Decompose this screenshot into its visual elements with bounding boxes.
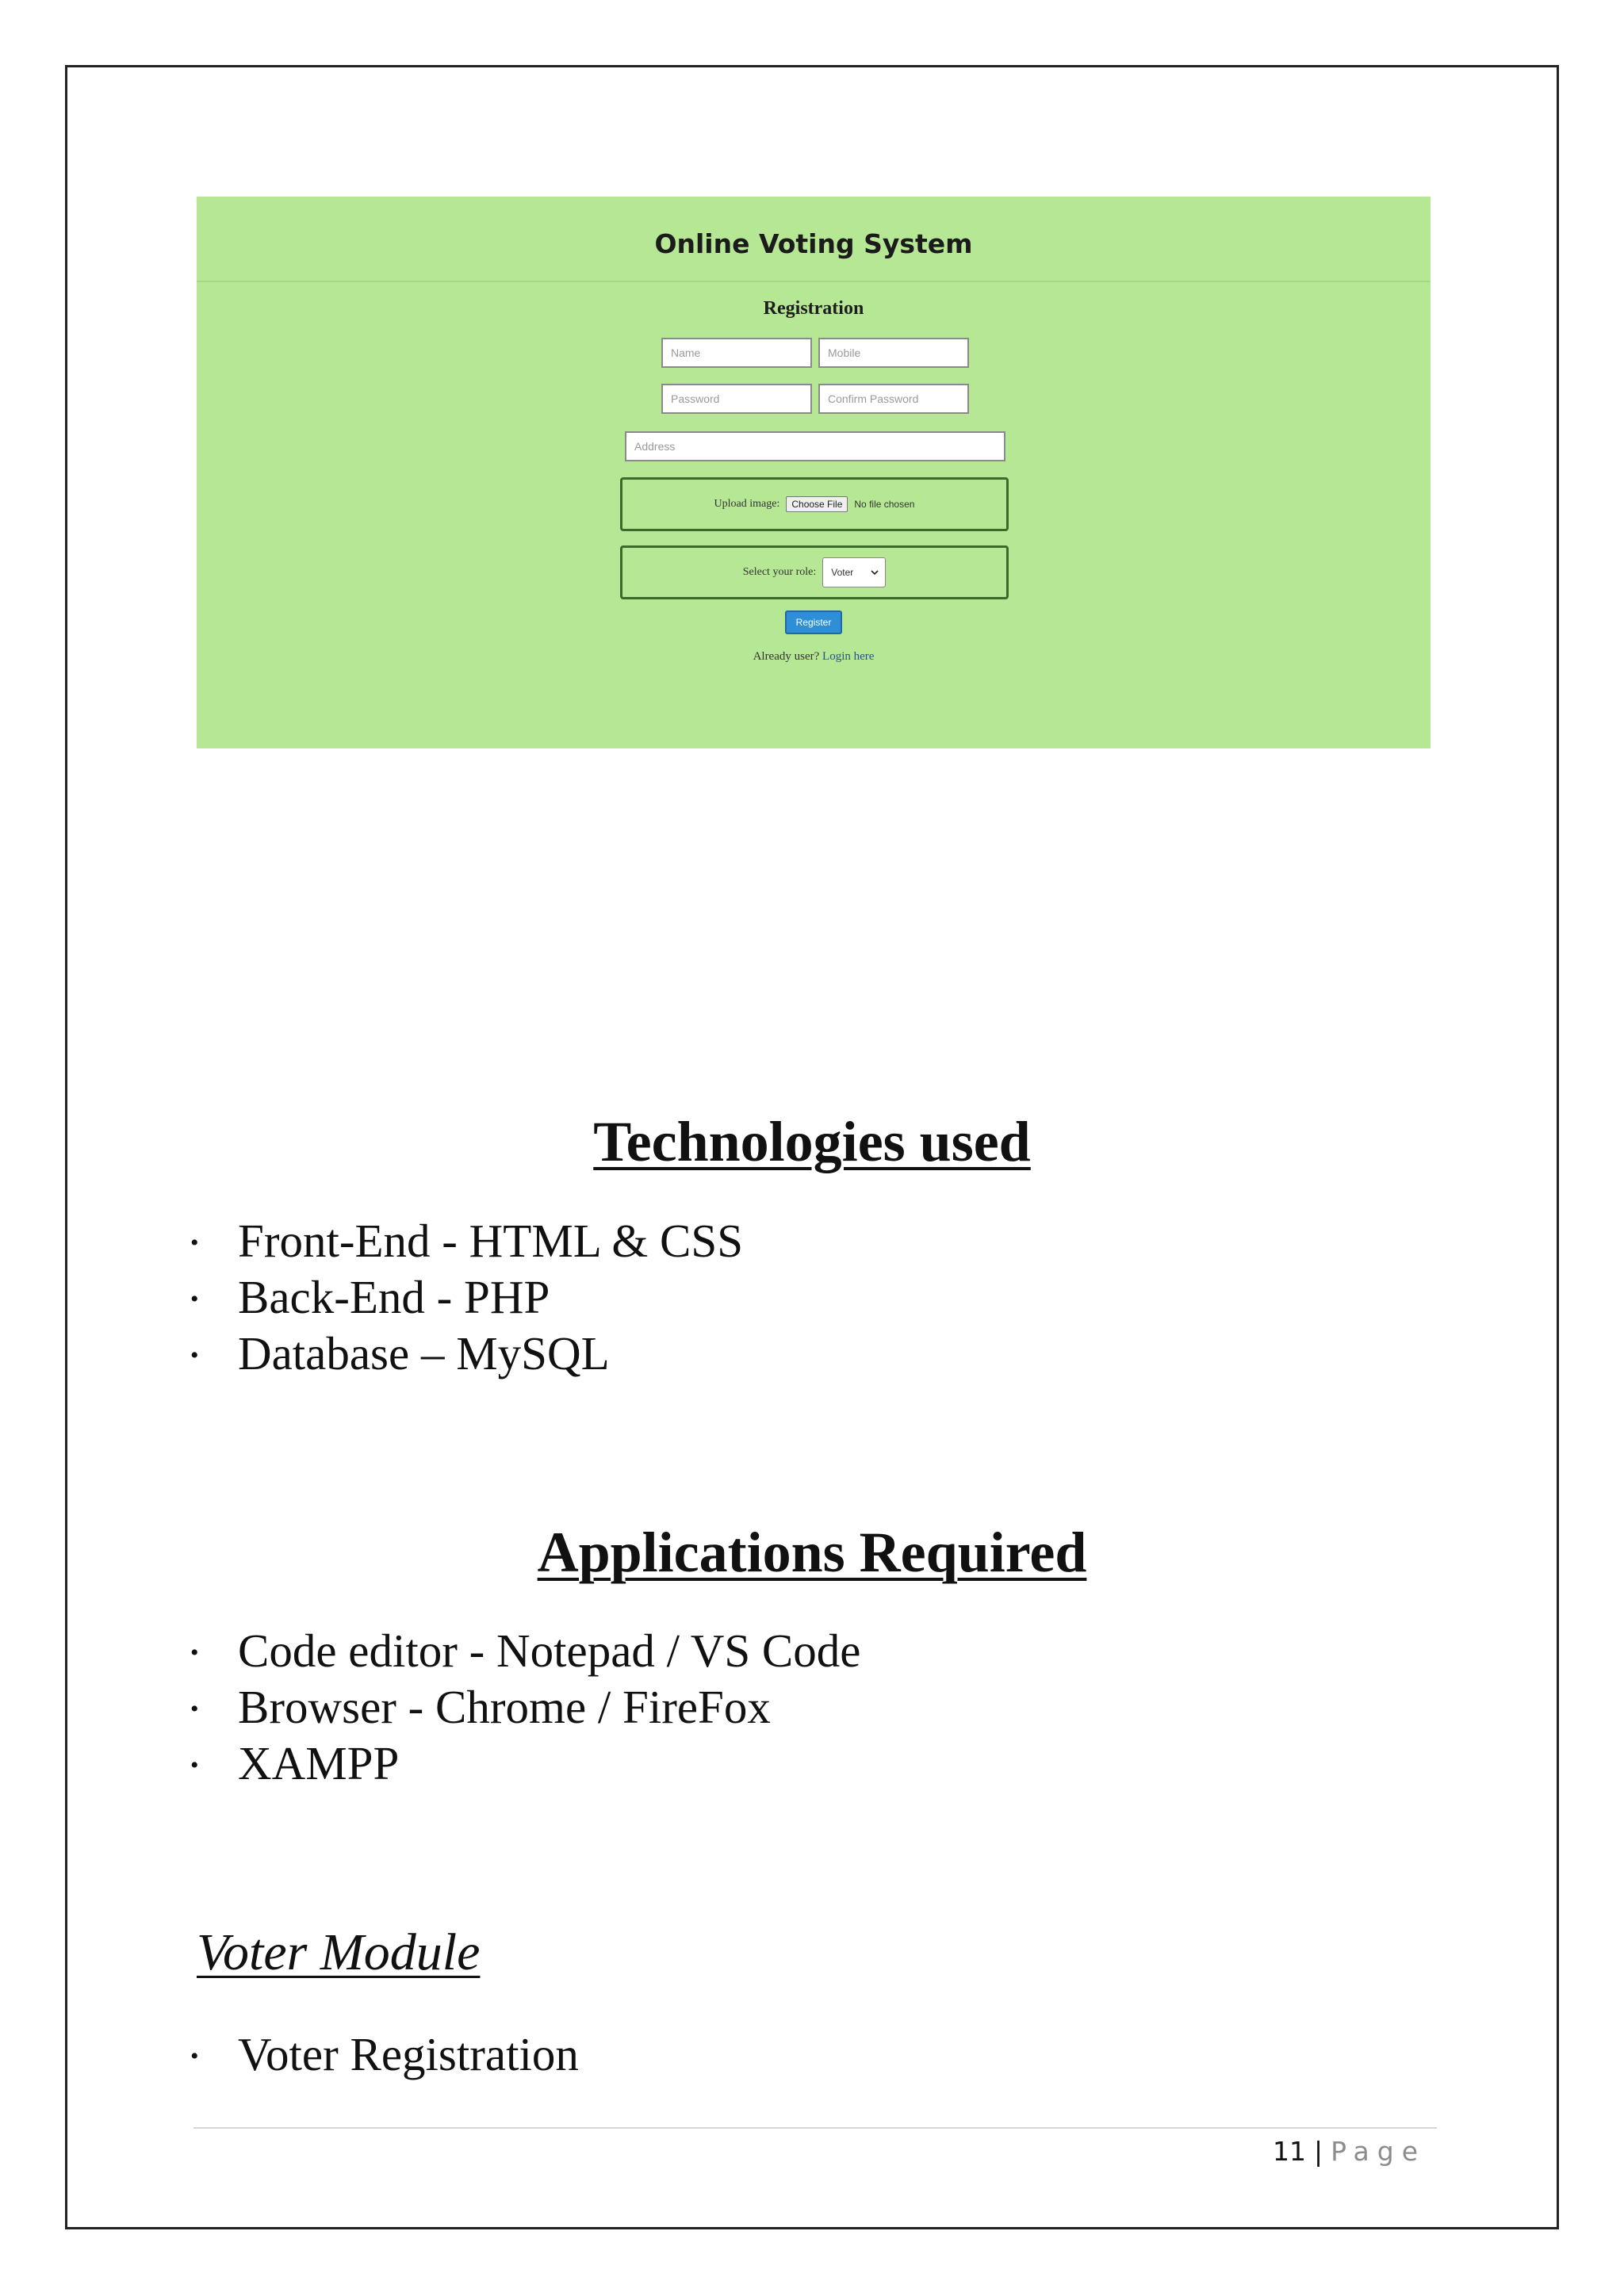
list-item: • XAMPP: [238, 1735, 860, 1792]
upload-image-label: Upload image:: [714, 498, 780, 510]
chevron-down-icon: [871, 569, 879, 576]
password-field[interactable]: Password: [661, 384, 812, 414]
already-user-text: Already user?: [753, 650, 820, 663]
list-item: • Voter Registration: [238, 2026, 579, 2083]
app-title: Online Voting System: [654, 228, 973, 259]
role-select-group: [620, 545, 1009, 599]
confirm-password-field[interactable]: Confirm Password: [818, 384, 969, 414]
page-label: Page: [1331, 2136, 1426, 2167]
registration-heading: Registration: [763, 298, 864, 319]
screenshot-header: [197, 197, 1431, 282]
role-select[interactable]: [822, 557, 886, 587]
list-item: • Browser - Chrome / FireFox: [238, 1679, 860, 1735]
voter-module-heading: Voter Module: [197, 1923, 481, 1981]
technologies-list: [238, 1213, 743, 1382]
applications-list: [238, 1623, 860, 1792]
list-item: • Front-End - HTML & CSS: [238, 1213, 743, 1269]
footer-divider: [193, 2127, 1437, 2129]
voter-module-list: [238, 2026, 579, 2083]
login-link[interactable]: Login here: [822, 650, 875, 663]
name-field[interactable]: Name: [661, 338, 812, 368]
page-number: 11: [1272, 2136, 1306, 2167]
login-prompt: [197, 650, 1431, 664]
mobile-field[interactable]: Mobile: [818, 338, 969, 368]
list-item: • Code editor - Notepad / VS Code: [238, 1623, 860, 1679]
choose-file-button[interactable]: Choose File: [786, 496, 848, 512]
list-item: • Back-End - PHP: [238, 1269, 743, 1326]
role-selected-value: Voter: [831, 567, 854, 578]
applications-heading: Applications Required: [537, 1521, 1087, 1584]
address-field[interactable]: Address: [625, 431, 1005, 461]
technologies-heading: Technologies used: [593, 1110, 1031, 1173]
list-item: • Database – MySQL: [238, 1326, 743, 1382]
register-button[interactable]: Register: [785, 610, 842, 634]
footer-separator: |: [1313, 2136, 1323, 2167]
role-label: Select your role:: [742, 566, 817, 578]
page-footer: [1273, 2136, 1426, 2167]
upload-image-group: [620, 477, 1009, 531]
registration-screenshot: [197, 197, 1431, 748]
file-status-text: No file chosen: [854, 499, 915, 510]
